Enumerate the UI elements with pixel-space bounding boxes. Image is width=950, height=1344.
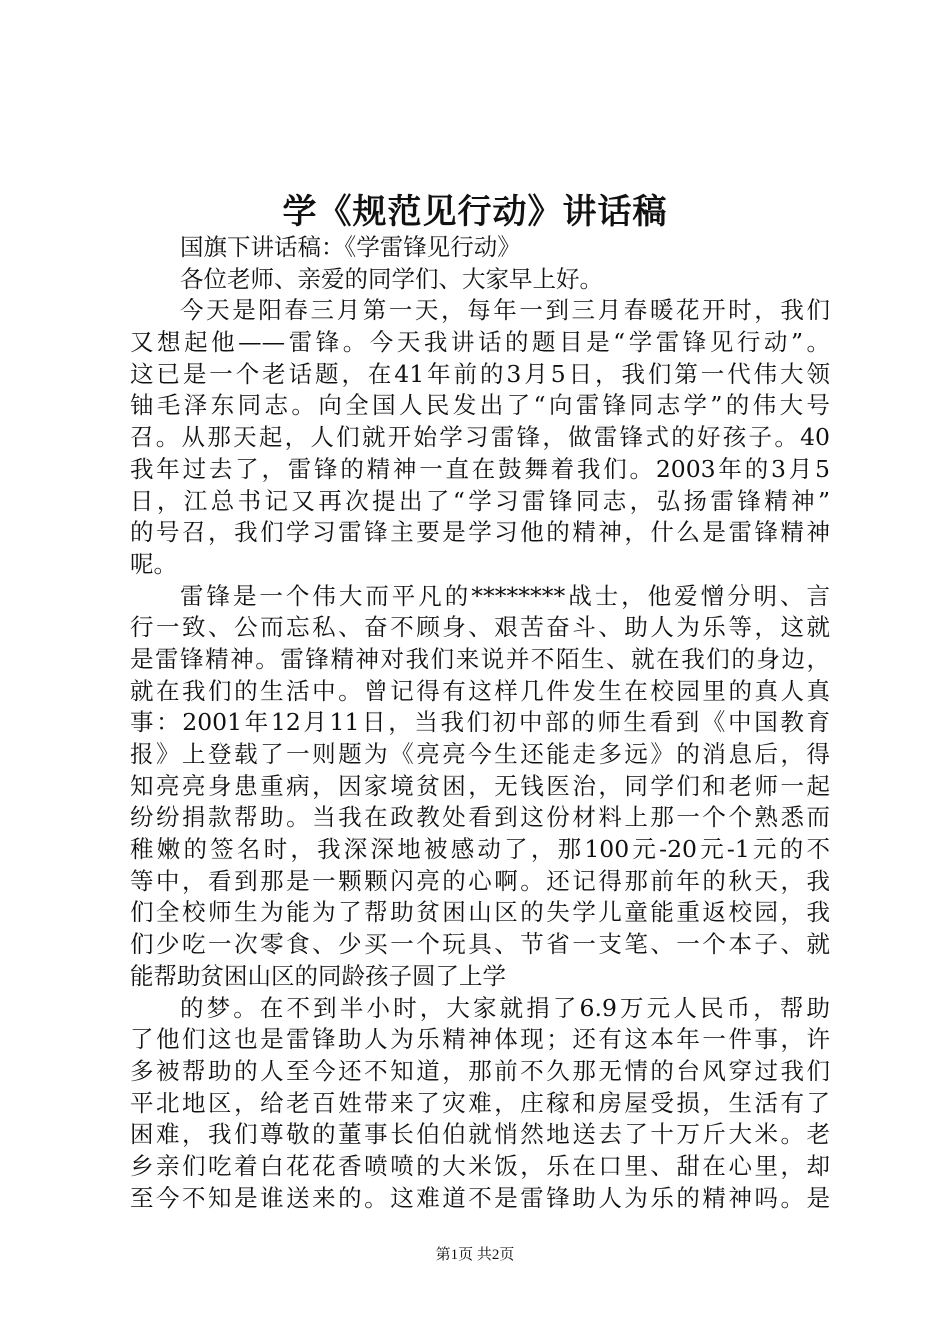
text-line: 多被帮助的人至今还不知道，那前不久那无情的台风穿过我们 [130,1056,830,1085]
text-line: 等中，看到那是一颗颗闪亮的心啊。还记得那前年的秋天，我 [130,866,830,895]
page-footer: 第1页 共2页 [435,1247,515,1263]
text-line: 困难，我们尊敬的董事长伯伯就悄然地送去了十万斤大米。老 [130,1120,830,1149]
text-line: 铀毛泽东同志。向全国人民发出了“向雷锋同志学”的伟大号 [130,391,830,420]
text-line: 平北地区，给老百姓带来了灾难，庄稼和房屋受损，生活有了 [130,1088,830,1117]
text-line: 各位老师、亲爱的同学们、大家早上好。 [180,264,603,293]
text-line: 报》上登载了一则题为《亮亮今生还能走多远》的消息后，得 [130,740,830,768]
text-line: 稚嫩的签名时，我深深地被感动了，那100元-20元-1元的不 [130,835,830,864]
document-body [130,232,830,1214]
text-line: 国旗下讲话稿：《学雷锋见行动》 [180,233,521,261]
text-line: 们少吃一次零食、少买一个玩具、节省一支笔、一个本子、就 [130,930,830,959]
text-line: 能帮助贫困山区的同龄孩子圆了上学 [130,961,506,990]
text-line: 乡亲们吃着白花花香喷喷的大米饭，乐在口里、甜在心里，却 [130,1151,830,1180]
text-line: 的号召，我们学习雷锋主要是学习他的精神，什么是雷锋精神 [130,518,830,547]
text-line: 是雷锋精神。雷锋精神对我们来说并不陌生、就在我们的身边， [130,644,830,673]
text-line: 事：2001年12月11日，当我们初中部的师生看到《中国教育 [130,708,830,737]
document-title: 学《规范见行动》讲话稿 [282,192,668,232]
text-line: 了他们这也是雷锋助人为乐精神体现；还有这本年一件事，许 [130,1025,830,1054]
text-line: 召。从那天起，人们就开始学习雷锋，做雷锋式的好孩子。40 [130,423,830,452]
text-line: 至今不知是谁送来的。这难道不是雷锋助人为乐的精神吗。是 [130,1183,830,1212]
text-line: 今天是阳春三月第一天，每年一到三月春暖花开时，我们 [180,296,830,325]
text-line: 就在我们的生活中。曾记得有这样几件发生在校园里的真人真 [130,676,830,705]
text-line: 们全校师生为能为了帮助贫困山区的失学儿童能重返校园，我 [130,898,830,927]
text-line: 这已是一个老话题，在41年前的3月5日，我们第一代伟大领 [130,359,830,388]
text-line: 我年过去了，雷锋的精神一直在鼓舞着我们。2003年的3月5 [130,454,830,483]
text-line: 日，江总书记又再次提出了“学习雷锋同志，弘扬雷锋精神” [130,486,830,515]
text-line: 的梦。在不到半小时，大家就捐了6.9万元人民币，帮助 [180,993,830,1022]
text-line: 呢。 [130,549,177,578]
text-line: 雷锋是一个伟大而平凡的********战士，他爱憎分明、言 [180,581,830,610]
text-line: 纷纷捐款帮助。当我在政教处看到这份材料上那一个个熟悉而 [130,803,830,832]
text-line: 行一致、公而忘私、奋不顾身、艰苦奋斗、助人为乐等，这就 [130,613,830,642]
text-line: 又想起他——雷锋。今天我讲话的题目是“学雷锋见行动”。 [130,328,830,357]
text-line: 知亮亮身患重病，因家境贫困，无钱医治，同学们和老师一起 [130,771,830,800]
